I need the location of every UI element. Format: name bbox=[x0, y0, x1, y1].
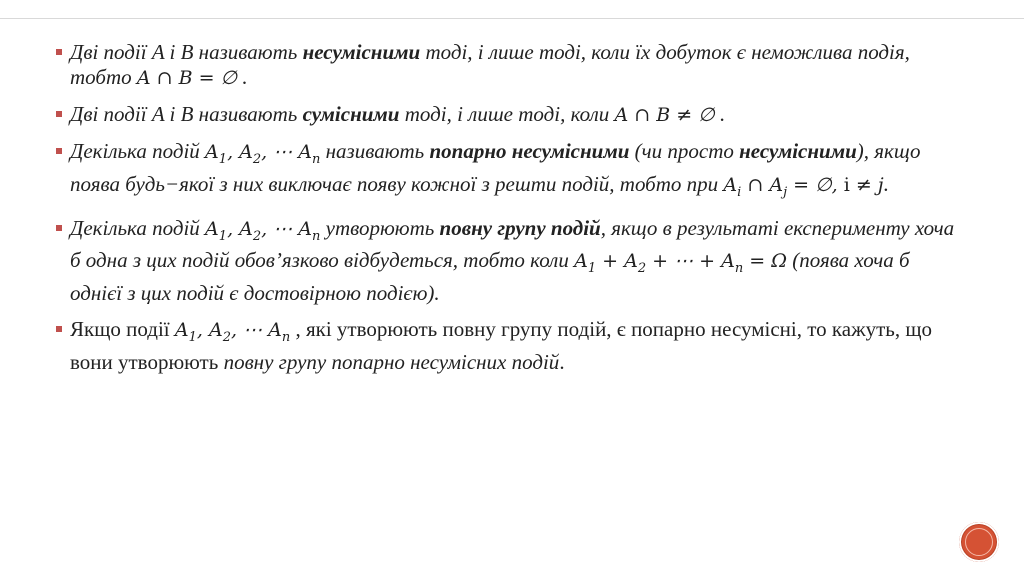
text: ), якщо поява будь−якої з них виключає появу кожної з решти подій, тобто при bbox=[70, 139, 921, 196]
formula: A ∩ B = ∅ bbox=[136, 67, 238, 89]
formula: A ∩ B ≠ ∅ bbox=[614, 104, 715, 126]
bullet-icon bbox=[56, 225, 62, 231]
formula-events: $A_1$, $A_2$, ⋯ $A_n$ bbox=[205, 141, 321, 167]
text: тоді, і лише тоді, коли bbox=[399, 102, 615, 126]
formula-events: $A_1$, $A_2$, ⋯ $A_n$ bbox=[174, 319, 291, 345]
text: утворюють bbox=[320, 215, 440, 240]
top-divider bbox=[0, 18, 1024, 19]
text: Якщо події bbox=[70, 317, 175, 342]
text: Дві події A і B називають bbox=[70, 40, 303, 64]
text: (чи просто bbox=[629, 139, 740, 163]
text: називають bbox=[320, 139, 430, 163]
formula-condition: $A_i$ ∩ $A_j$ = ∅, i ≠ j bbox=[723, 173, 884, 200]
text: Дві події A і B називають bbox=[70, 102, 303, 126]
text: тоді, і лише тоді, коли їх добуток є неможлива подія, тобто bbox=[70, 40, 910, 89]
term-complete-group: повну групу подій bbox=[439, 215, 601, 240]
badge-ring bbox=[965, 528, 993, 556]
text: Декілька подій bbox=[70, 215, 206, 240]
bullet-icon bbox=[56, 111, 62, 117]
list-item-complete-group bbox=[56, 216, 956, 307]
bullet-icon bbox=[56, 148, 62, 154]
term-incompatible: несумісними bbox=[302, 40, 421, 64]
list-item-pairwise-incompatible bbox=[56, 139, 956, 205]
slide-content bbox=[56, 40, 956, 386]
term-pairwise-incompatible: попарно несумісними bbox=[429, 139, 630, 163]
text: Декілька подій bbox=[70, 139, 206, 163]
text: , які утворюють повну групу подій, є попарно несумісні, то кажуть, що вони утворюють bbox=[70, 317, 933, 374]
term-incompatible-short: несумісними bbox=[739, 139, 857, 163]
formula-sum: $A_1 + A_2$ + ⋯ + $A_n = \Omega$ bbox=[574, 250, 787, 277]
text: . bbox=[714, 102, 726, 126]
term-compatible: сумісними bbox=[302, 102, 400, 126]
formula-events: $A_1$, $A_2$, ⋯ $A_n$ bbox=[205, 217, 321, 244]
bullet-icon bbox=[56, 326, 62, 332]
list-item-complete-group-pairwise bbox=[56, 317, 956, 375]
text: (поява хоча б однієї з цих подій є достовірною подією). bbox=[70, 248, 910, 306]
text: , якщо в результаті експерименту хоча б одна з цих подій обов’язково відбудеться, тобто коли bbox=[70, 215, 955, 273]
text: . bbox=[883, 171, 889, 196]
slide-number-badge-icon bbox=[959, 522, 999, 562]
list-item-incompatible-events bbox=[56, 40, 956, 91]
term-complete-group-pairwise: повну групу попарно несумісних подій bbox=[223, 349, 560, 374]
text: . bbox=[559, 349, 565, 374]
bullet-icon bbox=[56, 49, 62, 55]
list-item-compatible-events bbox=[56, 102, 956, 128]
text: . bbox=[237, 65, 248, 89]
